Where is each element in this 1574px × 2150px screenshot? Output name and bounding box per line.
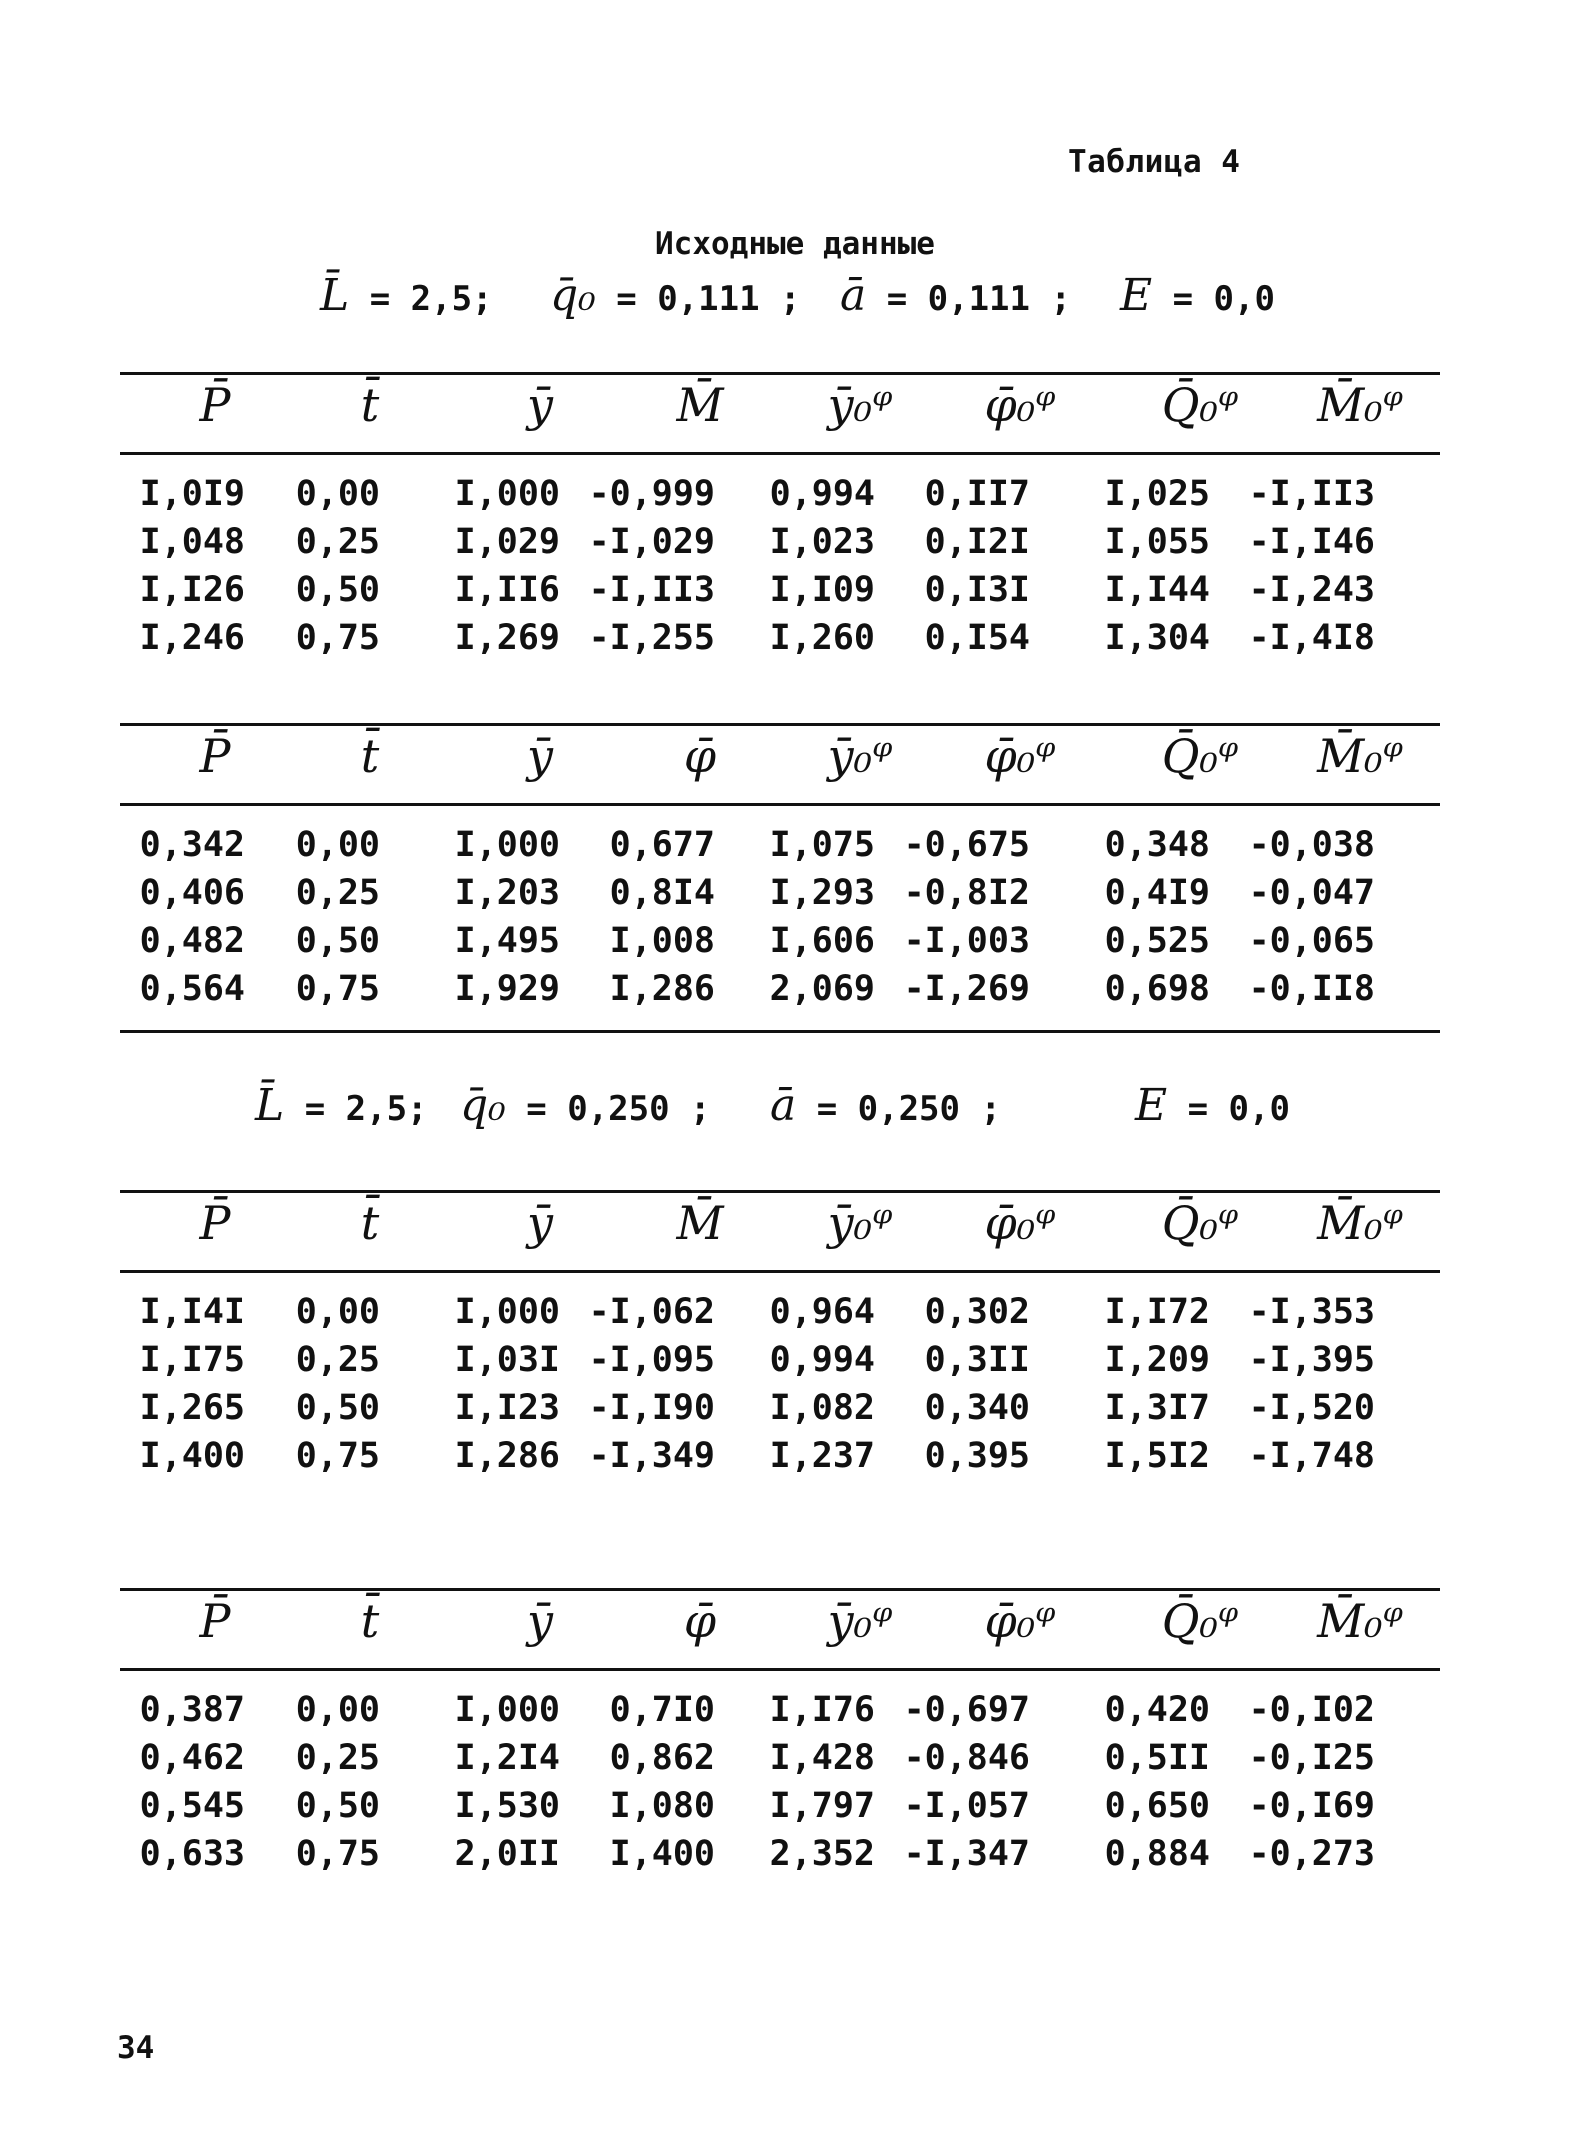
column-header: ȳ₀ᵠ bbox=[827, 1196, 893, 1250]
table-cell: I,3I7 bbox=[1104, 1388, 1210, 1428]
table-cell: 0,00 bbox=[295, 825, 380, 865]
column-header: Q̄₀ᵠ bbox=[1161, 1594, 1239, 1648]
column-header: t̄ bbox=[360, 378, 380, 432]
column-header: ȳ bbox=[527, 729, 553, 783]
table-cell: -I,395 bbox=[1248, 1340, 1375, 1380]
column-header: φ̄₀ᵠ bbox=[984, 1196, 1056, 1250]
table-cell: 0,75 bbox=[295, 1834, 380, 1874]
param-value: = 2,5; bbox=[349, 279, 493, 319]
table-cell: -0,675 bbox=[903, 825, 1030, 865]
table-cell: I,286 bbox=[454, 1436, 560, 1476]
column-header: P̄ bbox=[199, 729, 231, 783]
column-header: t̄ bbox=[360, 729, 380, 783]
table-cell: I,269 bbox=[454, 618, 560, 658]
table-block-2 bbox=[120, 723, 1440, 1043]
table-cell: I,260 bbox=[769, 618, 875, 658]
table-cell: 0,75 bbox=[295, 969, 380, 1009]
table-cell: I,0I9 bbox=[139, 474, 245, 514]
table-row bbox=[120, 518, 1440, 566]
table-cell: I,I4I bbox=[139, 1292, 245, 1332]
column-header: Q̄₀ᵠ bbox=[1161, 1196, 1239, 1250]
table-header bbox=[120, 374, 1440, 450]
table-cell: I,286 bbox=[609, 969, 715, 1009]
table-cell: 0,25 bbox=[295, 873, 380, 913]
table-cell: I,082 bbox=[769, 1388, 875, 1428]
table-cell: -0,I25 bbox=[1248, 1738, 1375, 1778]
column-header: ȳ₀ᵠ bbox=[827, 1594, 893, 1648]
table-cell: -0,065 bbox=[1248, 921, 1375, 961]
table-cell: I,048 bbox=[139, 522, 245, 562]
table-cell: 0,50 bbox=[295, 570, 380, 610]
table-cell: I,929 bbox=[454, 969, 560, 1009]
table-cell: 0,395 bbox=[924, 1436, 1030, 1476]
table-cell: I,008 bbox=[609, 921, 715, 961]
table-header bbox=[120, 725, 1440, 801]
table-cell: 0,564 bbox=[139, 969, 245, 1009]
param-symbol: ā bbox=[770, 1080, 797, 1131]
column-header: P̄ bbox=[199, 1594, 231, 1648]
table-cell: 0,25 bbox=[295, 1738, 380, 1778]
table-body bbox=[120, 821, 1440, 1013]
header-bottom-rule bbox=[120, 1668, 1440, 1671]
table-cell: I,606 bbox=[769, 921, 875, 961]
table-cell: 0,342 bbox=[139, 825, 245, 865]
table-cell: 0,I54 bbox=[924, 618, 1030, 658]
table-cell: I,I44 bbox=[1104, 570, 1210, 610]
table-cell: 0,633 bbox=[139, 1834, 245, 1874]
table-cell: I,495 bbox=[454, 921, 560, 961]
column-header: t̄ bbox=[360, 1196, 380, 1250]
table-cell: 0,340 bbox=[924, 1388, 1030, 1428]
table-row bbox=[120, 821, 1440, 869]
column-header: P̄ bbox=[199, 378, 231, 432]
table-cell: 0,4I9 bbox=[1104, 873, 1210, 913]
table-body bbox=[120, 1686, 1440, 1878]
table-cell: -I,003 bbox=[903, 921, 1030, 961]
table-cell: 0,994 bbox=[769, 1340, 875, 1380]
column-header: φ̄₀ᵠ bbox=[984, 729, 1056, 783]
table-cell: 0,50 bbox=[295, 1786, 380, 1826]
table-row bbox=[120, 470, 1440, 518]
table-bottom-rule bbox=[120, 1030, 1440, 1033]
table-cell: I,03I bbox=[454, 1340, 560, 1380]
table-cell: I,209 bbox=[1104, 1340, 1210, 1380]
table-cell: -0,697 bbox=[903, 1690, 1030, 1730]
table-cell: I,023 bbox=[769, 522, 875, 562]
table-cell: 0,545 bbox=[139, 1786, 245, 1826]
param-symbol: E bbox=[1120, 270, 1153, 321]
table-cell: I,265 bbox=[139, 1388, 245, 1428]
table-cell: -0,I69 bbox=[1248, 1786, 1375, 1826]
table-cell: 2,352 bbox=[769, 1834, 875, 1874]
table-cell: I,I76 bbox=[769, 1690, 875, 1730]
param-q0 bbox=[550, 270, 801, 321]
column-header: P̄ bbox=[199, 1196, 231, 1250]
param-value: = 0,0 bbox=[1167, 1089, 1290, 1129]
table-cell: 0,25 bbox=[295, 522, 380, 562]
table-body bbox=[120, 470, 1440, 662]
table-cell: 0,8I4 bbox=[609, 873, 715, 913]
table-cell: -I,520 bbox=[1248, 1388, 1375, 1428]
table-cell: 0,862 bbox=[609, 1738, 715, 1778]
table-row bbox=[120, 614, 1440, 662]
table-cell: -I,4I8 bbox=[1248, 618, 1375, 658]
table-cell: -0,038 bbox=[1248, 825, 1375, 865]
table-cell: I,797 bbox=[769, 1786, 875, 1826]
column-header: φ̄ bbox=[683, 729, 717, 783]
table-block-3 bbox=[120, 1190, 1440, 1520]
table-cell: 0,I3I bbox=[924, 570, 1030, 610]
table-cell: -I,I90 bbox=[588, 1388, 715, 1428]
column-header: M̄₀ᵠ bbox=[1317, 1594, 1403, 1648]
table-row bbox=[120, 917, 1440, 965]
param-symbol: L̄ bbox=[255, 1080, 285, 1131]
table-cell: 0,994 bbox=[769, 474, 875, 514]
column-header: M̄ bbox=[676, 378, 724, 432]
table-cell: 0,50 bbox=[295, 1388, 380, 1428]
table-cell: 2,069 bbox=[769, 969, 875, 1009]
param-value: = 0,250 ; bbox=[505, 1089, 711, 1129]
table-cell: 0,5II bbox=[1104, 1738, 1210, 1778]
table-cell: 0,677 bbox=[609, 825, 715, 865]
table-cell: I,I72 bbox=[1104, 1292, 1210, 1332]
table-cell: -0,I02 bbox=[1248, 1690, 1375, 1730]
table-cell: 0,75 bbox=[295, 618, 380, 658]
table-cell: -I,349 bbox=[588, 1436, 715, 1476]
table-cell: I,025 bbox=[1104, 474, 1210, 514]
table-row bbox=[120, 1686, 1440, 1734]
table-cell: I,000 bbox=[454, 474, 560, 514]
param-a bbox=[840, 270, 1071, 321]
table-row bbox=[120, 1734, 1440, 1782]
table-cell: I,2I4 bbox=[454, 1738, 560, 1778]
param-value: = 0,0 bbox=[1152, 279, 1275, 319]
table-cell: 0,25 bbox=[295, 1340, 380, 1380]
column-header: ȳ bbox=[527, 378, 553, 432]
table-row bbox=[120, 1830, 1440, 1878]
table-cell: 0,75 bbox=[295, 1436, 380, 1476]
param-E bbox=[1120, 270, 1275, 321]
param-symbol: q̄₀ bbox=[550, 270, 596, 321]
table-cell: I,428 bbox=[769, 1738, 875, 1778]
table-cell: 0,00 bbox=[295, 1690, 380, 1730]
table-row bbox=[120, 965, 1440, 1013]
table-cell: I,203 bbox=[454, 873, 560, 913]
table-cell: -I,057 bbox=[903, 1786, 1030, 1826]
table-cell: -0,846 bbox=[903, 1738, 1030, 1778]
table-cell: I,246 bbox=[139, 618, 245, 658]
table-cell: 0,00 bbox=[295, 1292, 380, 1332]
table-cell: I,293 bbox=[769, 873, 875, 913]
table-cell: 0,420 bbox=[1104, 1690, 1210, 1730]
table-cell: -0,999 bbox=[588, 474, 715, 514]
table-cell: 0,302 bbox=[924, 1292, 1030, 1332]
heading-source-data: Исходные данные bbox=[655, 226, 935, 262]
table-row bbox=[120, 1336, 1440, 1384]
table-cell: 0,650 bbox=[1104, 1786, 1210, 1826]
table-cell: I,055 bbox=[1104, 522, 1210, 562]
table-cell: I,237 bbox=[769, 1436, 875, 1476]
table-cell: I,5I2 bbox=[1104, 1436, 1210, 1476]
table-cell: I,I09 bbox=[769, 570, 875, 610]
table-cell: -0,8I2 bbox=[903, 873, 1030, 913]
table-cell: 0,00 bbox=[295, 474, 380, 514]
header-bottom-rule bbox=[120, 452, 1440, 455]
param-value: = 0,250 ; bbox=[796, 1089, 1001, 1129]
table-row bbox=[120, 1432, 1440, 1480]
table-cell: 2,0II bbox=[454, 1834, 560, 1874]
page-number: 34 bbox=[117, 2030, 155, 2066]
param-symbol: q̄₀ bbox=[460, 1080, 506, 1131]
table-cell: 0,3II bbox=[924, 1340, 1030, 1380]
table-label: Таблица 4 bbox=[1068, 144, 1241, 180]
table-cell: -0,II8 bbox=[1248, 969, 1375, 1009]
table-cell: 0,I2I bbox=[924, 522, 1030, 562]
table-cell: I,000 bbox=[454, 825, 560, 865]
table-cell: I,400 bbox=[609, 1834, 715, 1874]
table-cell: 0,II7 bbox=[924, 474, 1030, 514]
column-header: φ̄₀ᵠ bbox=[984, 1594, 1056, 1648]
table-cell: -I,029 bbox=[588, 522, 715, 562]
table-cell: 0,462 bbox=[139, 1738, 245, 1778]
table-cell: -I,095 bbox=[588, 1340, 715, 1380]
column-header: t̄ bbox=[360, 1594, 380, 1648]
table-cell: 0,525 bbox=[1104, 921, 1210, 961]
table-cell: -I,269 bbox=[903, 969, 1030, 1009]
column-header: M̄₀ᵠ bbox=[1317, 729, 1403, 783]
table-row bbox=[120, 566, 1440, 614]
param-a bbox=[770, 1080, 1001, 1131]
table-cell: -I,062 bbox=[588, 1292, 715, 1332]
column-header: ȳ₀ᵠ bbox=[827, 729, 893, 783]
table-cell: -I,255 bbox=[588, 618, 715, 658]
param-value: = 2,5; bbox=[284, 1089, 428, 1129]
table-cell: I,I23 bbox=[454, 1388, 560, 1428]
column-header: ȳ₀ᵠ bbox=[827, 378, 893, 432]
column-header: M̄ bbox=[676, 1196, 724, 1250]
table-cell: I,075 bbox=[769, 825, 875, 865]
column-header: ȳ bbox=[527, 1594, 553, 1648]
table-cell: -I,748 bbox=[1248, 1436, 1375, 1476]
table-cell: I,304 bbox=[1104, 618, 1210, 658]
params-line-2 bbox=[255, 1080, 1355, 1144]
table-cell: I,000 bbox=[454, 1690, 560, 1730]
param-L bbox=[320, 270, 493, 321]
param-value: = 0,111 ; bbox=[595, 279, 801, 319]
param-L bbox=[255, 1080, 428, 1131]
table-cell: I,029 bbox=[454, 522, 560, 562]
table-cell: -0,047 bbox=[1248, 873, 1375, 913]
table-cell: -I,II3 bbox=[588, 570, 715, 610]
table-cell: 0,698 bbox=[1104, 969, 1210, 1009]
table-cell: -0,273 bbox=[1248, 1834, 1375, 1874]
table-body bbox=[120, 1288, 1440, 1480]
table-row bbox=[120, 1288, 1440, 1336]
table-cell: I,530 bbox=[454, 1786, 560, 1826]
table-cell: 0,50 bbox=[295, 921, 380, 961]
table-cell: I,000 bbox=[454, 1292, 560, 1332]
table-header bbox=[120, 1192, 1440, 1268]
column-header: M̄₀ᵠ bbox=[1317, 378, 1403, 432]
table-row bbox=[120, 1384, 1440, 1432]
column-header: M̄₀ᵠ bbox=[1317, 1196, 1403, 1250]
table-cell: I,400 bbox=[139, 1436, 245, 1476]
table-cell: 0,7I0 bbox=[609, 1690, 715, 1730]
param-symbol: L̄ bbox=[320, 270, 350, 321]
params-line-1 bbox=[320, 270, 1320, 334]
table-cell: I,I75 bbox=[139, 1340, 245, 1380]
param-symbol: E bbox=[1135, 1080, 1168, 1131]
table-block-1 bbox=[120, 372, 1440, 672]
table-cell: 0,387 bbox=[139, 1690, 245, 1730]
table-cell: -I,353 bbox=[1248, 1292, 1375, 1332]
column-header: Q̄₀ᵠ bbox=[1161, 729, 1239, 783]
table-cell: 0,964 bbox=[769, 1292, 875, 1332]
column-header: ȳ bbox=[527, 1196, 553, 1250]
table-cell: -I,I46 bbox=[1248, 522, 1375, 562]
param-q0 bbox=[460, 1080, 711, 1131]
table-cell: 0,406 bbox=[139, 873, 245, 913]
table-row bbox=[120, 869, 1440, 917]
table-row bbox=[120, 1782, 1440, 1830]
table-block-4 bbox=[120, 1588, 1440, 1888]
column-header: Q̄₀ᵠ bbox=[1161, 378, 1239, 432]
column-header: φ̄ bbox=[683, 1594, 717, 1648]
param-symbol: ā bbox=[840, 270, 867, 321]
header-bottom-rule bbox=[120, 803, 1440, 806]
table-cell: -I,347 bbox=[903, 1834, 1030, 1874]
header-bottom-rule bbox=[120, 1270, 1440, 1273]
table-cell: -I,II3 bbox=[1248, 474, 1375, 514]
table-cell: I,080 bbox=[609, 1786, 715, 1826]
column-header: φ̄₀ᵠ bbox=[984, 378, 1056, 432]
table-cell: 0,884 bbox=[1104, 1834, 1210, 1874]
table-cell: 0,348 bbox=[1104, 825, 1210, 865]
table-cell: I,I26 bbox=[139, 570, 245, 610]
table-cell: -I,243 bbox=[1248, 570, 1375, 610]
param-value: = 0,111 ; bbox=[866, 279, 1071, 319]
param-E bbox=[1135, 1080, 1290, 1131]
table-cell: I,II6 bbox=[454, 570, 560, 610]
table-cell: 0,482 bbox=[139, 921, 245, 961]
table-header bbox=[120, 1590, 1440, 1666]
